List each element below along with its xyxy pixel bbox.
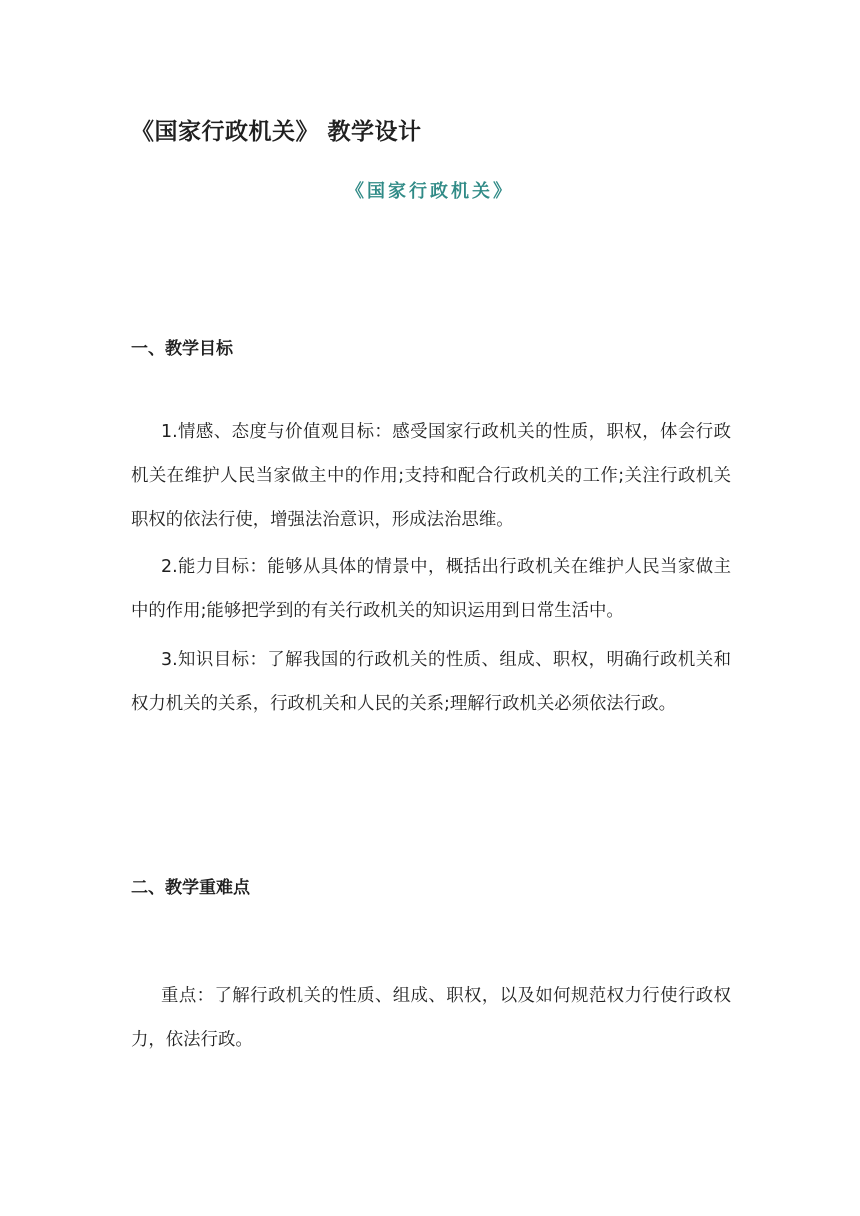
objective-paragraph-knowledge: 3.知识目标：了解我国的行政机关的性质、组成、职权，明确行政机关和权力机关的关系，行政机关和人民的关系;理解行政机关必须依法行政。	[131, 650, 731, 714]
objective-paragraph-ability: 2.能力目标：能够从具体的情景中，概括出行政机关在维护人民当家做主中的作用;能够把学到的有关行政机关的知识运用到日常生活中。	[131, 557, 731, 621]
document-subtitle: 《国家行政机关》	[346, 181, 514, 202]
objective-paragraph-emotion: 1.情感、态度与价值观目标：感受国家行政机关的性质，职权，体会行政机关在维护人民当家做主中的作用;支持和配合行政机关的工作;关注行政机关职权的依法行使，增强法治意识，形成法治思维。	[131, 422, 731, 530]
section-heading-teaching-objectives: 一、教学目标	[131, 339, 233, 359]
document-title: 《国家行政机关》 教学设计	[131, 119, 422, 145]
section-heading-key-points: 二、教学重难点	[131, 878, 250, 898]
key-point-paragraph: 重点：了解行政机关的性质、组成、职权，以及如何规范权力行使行政权力，依法行政。	[131, 986, 731, 1050]
